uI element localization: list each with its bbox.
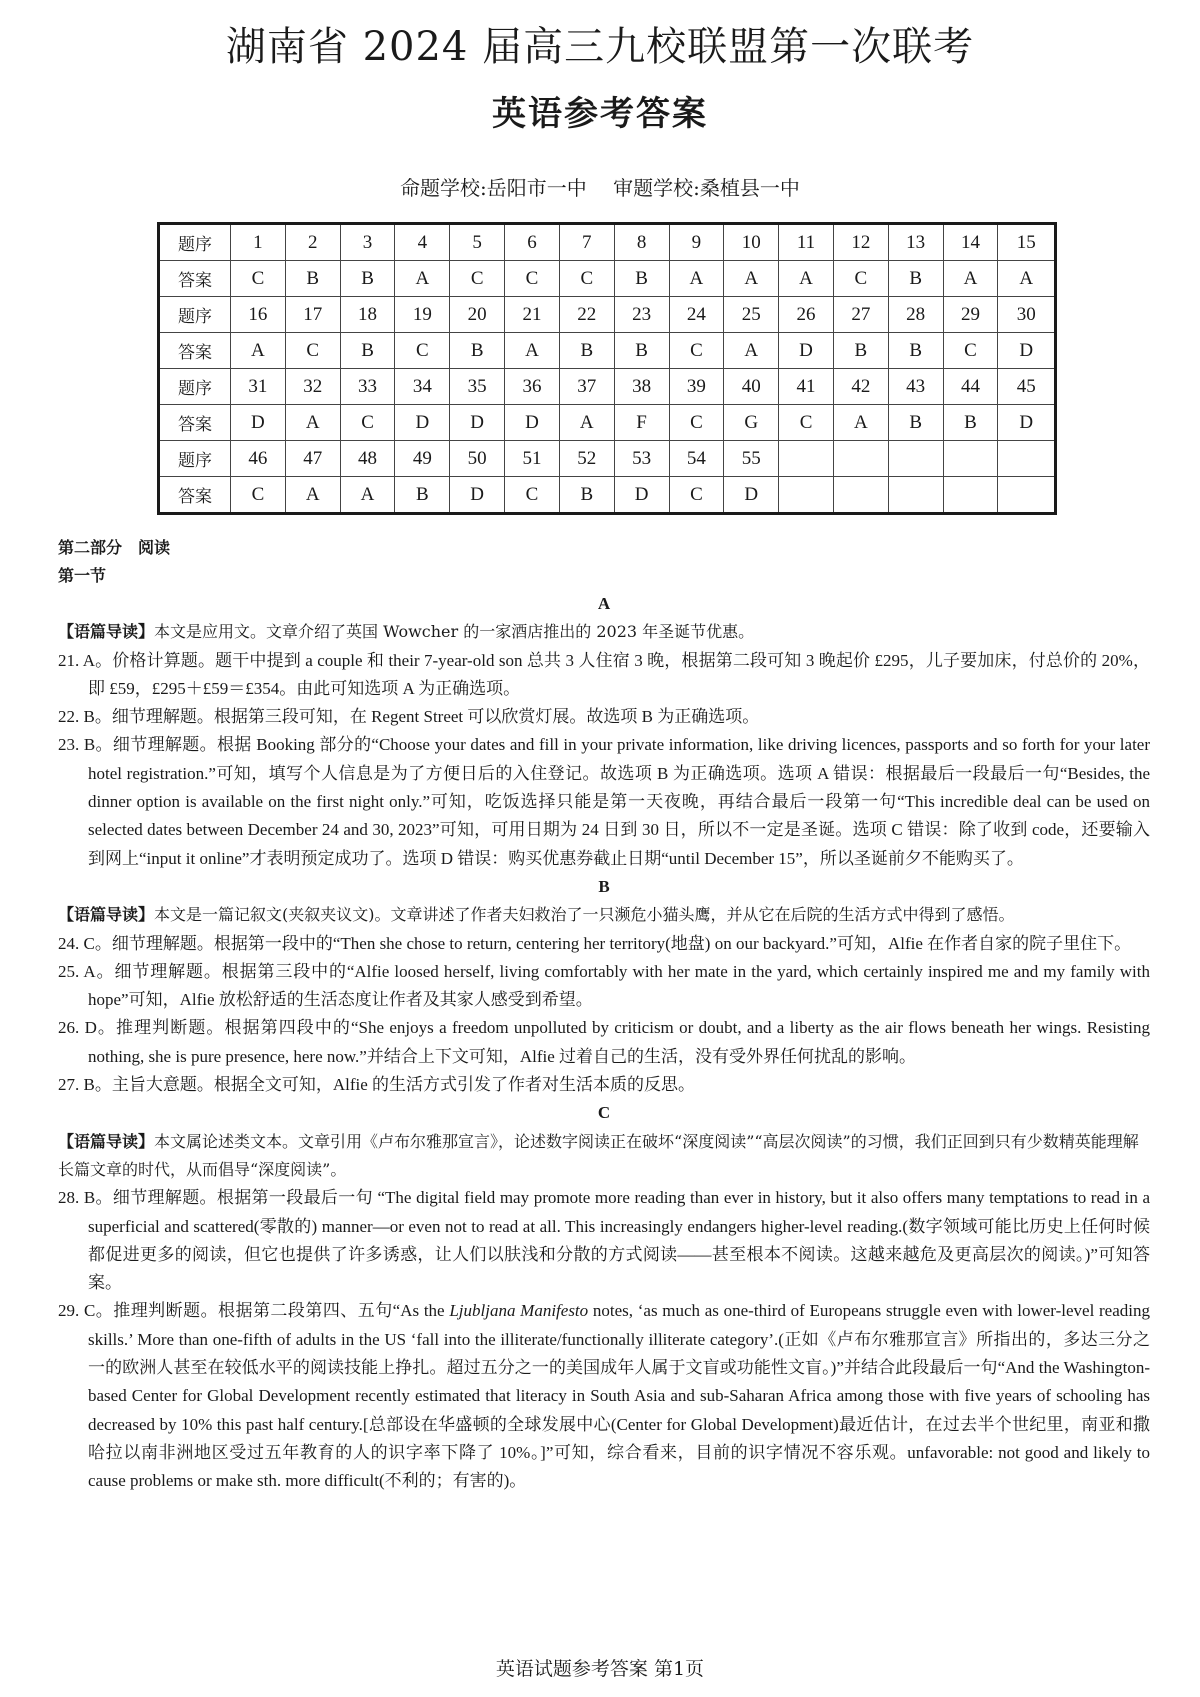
passage-b-letter: B — [598, 876, 610, 896]
question-number-cell — [833, 441, 888, 477]
answer-cell: C — [669, 405, 724, 441]
answer-row — [159, 333, 1056, 369]
question-number-cell: 3 — [340, 224, 395, 261]
answer-cell — [779, 477, 834, 514]
answer-cell: C — [395, 333, 450, 369]
answer-explanation: 22. B。细节理解题。根据第三段可知，在 Regent Street 可以欣赏灯展。故选项 B 为正确选项。 — [58, 707, 760, 727]
answer-cell: C — [833, 261, 888, 297]
setter-school: 命题学校:岳阳市一中 — [400, 176, 587, 200]
answer-row — [159, 405, 1056, 441]
answer-cell: A — [998, 261, 1056, 297]
answer-row — [159, 477, 1056, 514]
answer-cell: A — [833, 405, 888, 441]
answer-cell: G — [724, 405, 779, 441]
answer-cell — [888, 477, 943, 514]
question-number-cell: 1 — [231, 224, 286, 261]
answer-cell: B — [833, 333, 888, 369]
question-number-cell: 28 — [888, 297, 943, 333]
answer-cell: A — [779, 261, 834, 297]
page-footer: 英语试题参考答案 第1页 — [495, 1658, 705, 1680]
answer-cell: B — [559, 477, 614, 514]
question-number-cell: 4 — [395, 224, 450, 261]
answer-cell: B — [340, 261, 395, 297]
answer-cell: B — [395, 477, 450, 514]
row-label: 题序 — [159, 297, 231, 333]
answer-cell: A — [724, 333, 779, 369]
answer-cell: D — [614, 477, 669, 514]
row-label: 答案 — [159, 333, 231, 369]
question-number-cell: 14 — [943, 224, 998, 261]
answer-cell: A — [231, 333, 286, 369]
question-number-cell: 27 — [833, 297, 888, 333]
answer-cell: C — [340, 405, 395, 441]
answer-cell: D — [450, 477, 505, 514]
question-number-cell: 21 — [505, 297, 560, 333]
answer-explanation: 23. B。细节理解题。根据 Booking 部分的“Choose your dates and fill in your private information, like driving licences, passports and so forth for your later hotel registration.”可知，填写个人信息是为了方便日后的入住登记。故选项 B 为正确选项。选项 A 错误：根据最后一段最后一句“Besides, the dinner option is available on the first night only.”可知，吃饭选择只能是第一天夜晚，再结合最后一段第一句“This incredible deal can be used on selected dates between December 24 and 30, 2023”可知，可用日期为 24 日到 30 日，所以不一定是圣诞。选项 C 错误：除了收到 code，还要输入到网上“input it online”才表明预定成功了。选项 D 错误：购买优惠券截止日期“until December 15”，所以圣诞前夕不能购买了。 — [58, 735, 1150, 868]
answer-cell: B — [614, 261, 669, 297]
answer-cell: C — [231, 477, 286, 514]
answer-cell: D — [779, 333, 834, 369]
answer-cell: D — [450, 405, 505, 441]
answer-cell: A — [395, 261, 450, 297]
question-number-cell: 52 — [559, 441, 614, 477]
question-number-cell: 22 — [559, 297, 614, 333]
passage-a-letter: A — [597, 594, 611, 613]
question-number-cell: 13 — [888, 224, 943, 261]
answer-cell: B — [285, 261, 340, 297]
question-number-cell: 31 — [231, 369, 286, 405]
question-number-cell: 30 — [998, 297, 1056, 333]
guide-text: 本文属论述类文本。文章引用《卢布尔雅那宣言》，论述数字阅读正在破坏“深度阅读”“高层次阅读”的习惯，我们正回到只有少数精英能理解长篇文章的时代，从而倡导“深度阅读”。 — [58, 1131, 1139, 1179]
text-span: notes, ‘as much as one-third of Europeans struggle even with lower-level reading skills.’ More than one-fifth of adults in the US ‘fall into the illiterate/functionally illiterate category’.(正如《卢布尔雅那宣言》所指出的，多达三分之一的欧洲人甚至在较低水平的阅读技能上挣扎。超过五分之一的美国成年人属于文盲或功能性文盲。)”并结合此段最后一句“And the Washington-based Center for Global Development recently estimated that literacy in South Asia and sub-Saharan Africa among those with five years of schooling has decreased by 10% this past half century.[总部设在华盛顿的全球发展中心(Center for Global Development)最近估计，在过去半个世纪里，南亚和撒哈拉以南非洲地区受过五年教育的人的识字率下降了 10%。]”可知，综合看来，目前的识字情况不容乐观。unfavorable: not good and likely to cause problems or make sth. more difficult(不利的；有害的)。 — [88, 1301, 1150, 1491]
question-number-cell: 15 — [998, 224, 1056, 261]
passage-a-guide — [58, 618, 1150, 646]
answer-explanation: 24. C。细节理解题。根据第一段中的“Then she chose to return, centering her territory(地盘) on our backyard.”可知，Alfie 在作者自家的院子里住下。 — [58, 933, 1132, 953]
question-number-cell: 32 — [285, 369, 340, 405]
question-number-cell: 2 — [285, 224, 340, 261]
answer-explanation: 26. D。推理判断题。根据第四段中的“She enjoys a freedom unpolluted by criticism or doubt, and a liberty as the air flows beneath her wings. Resisting nothing, she is pure presence, here now.”并结合上下文可知，Alfie 过着自己的生活，没有受外界任何扰乱的影响。 — [58, 1018, 1150, 1066]
answer-explanation: 28. B。细节理解题。根据第一段最后一句 “The digital field may promote more reading than ever in history, but it also offers many temptations to read in a superficial and scattered(零散的) manner—or even not to read at all. This increasingly endangers higher-level reading.(数字领域可能比历史上任何时候都促进更多的阅读，但它也提供了许多诱惑，让人们以肤浅和分散的方式阅读——甚至根本不阅读。这越来越危及更高层次的阅读。)”可知答案。 — [58, 1188, 1150, 1293]
question-number-cell: 9 — [669, 224, 724, 261]
row-label: 题序 — [159, 224, 231, 261]
question-number-cell: 42 — [833, 369, 888, 405]
question-number-cell — [943, 441, 998, 477]
guide-label: 【语篇导读】 — [58, 905, 155, 925]
question-number-cell: 5 — [450, 224, 505, 261]
answer-cell: F — [614, 405, 669, 441]
answer-cell: D — [231, 405, 286, 441]
question-number-cell: 38 — [614, 369, 669, 405]
question-number-cell: 47 — [285, 441, 340, 477]
answer-cell — [998, 477, 1056, 514]
question-number-cell: 51 — [505, 441, 560, 477]
question-number-cell: 50 — [450, 441, 505, 477]
question-number-cell: 11 — [779, 224, 834, 261]
question-number-row — [159, 441, 1056, 477]
question-number-cell: 46 — [231, 441, 286, 477]
question-number-cell: 16 — [231, 297, 286, 333]
question-number-cell: 49 — [395, 441, 450, 477]
answer-cell: B — [450, 333, 505, 369]
passage-c-letter: C — [597, 1103, 611, 1123]
answer-cell: A — [724, 261, 779, 297]
question-number-cell: 24 — [669, 297, 724, 333]
guide-label: 【语篇导读】 — [58, 1131, 155, 1151]
answer-cell: B — [614, 333, 669, 369]
question-number-cell: 23 — [614, 297, 669, 333]
row-label: 答案 — [159, 477, 231, 514]
answer-cell: B — [559, 333, 614, 369]
question-number-cell: 40 — [724, 369, 779, 405]
question-number-cell: 7 — [559, 224, 614, 261]
question-number-cell: 20 — [450, 297, 505, 333]
answer-cell: C — [285, 333, 340, 369]
question-number-cell — [779, 441, 834, 477]
document-subtitle: 英语参考答案 — [492, 94, 708, 134]
question-number-row — [159, 369, 1056, 405]
answer-cell — [943, 477, 998, 514]
answer-cell: C — [669, 333, 724, 369]
text-span: 29. C。推理判断题。根据第二段第四、五句“As the — [58, 1301, 450, 1321]
answer-cell: C — [505, 477, 560, 514]
question-number-cell: 41 — [779, 369, 834, 405]
answer-cell: D — [998, 405, 1056, 441]
answer-cell: C — [231, 261, 286, 297]
question-number-cell: 48 — [340, 441, 395, 477]
question-number-cell: 6 — [505, 224, 560, 261]
question-number-cell: 19 — [395, 297, 450, 333]
answer-explanation — [58, 1297, 1150, 1495]
guide-label: 【语篇导读】 — [58, 622, 155, 642]
answer-cell: A — [340, 477, 395, 514]
answer-cell: D — [724, 477, 779, 514]
answer-cell: A — [285, 477, 340, 514]
part-heading: 第二部分 阅读 — [58, 538, 171, 557]
school-info — [0, 174, 1200, 202]
answer-cell: D — [505, 405, 560, 441]
question-number-cell: 25 — [724, 297, 779, 333]
question-number-cell: 36 — [505, 369, 560, 405]
answer-cell: A — [943, 261, 998, 297]
answer-explanation: 25. A。细节理解题。根据第三段中的“Alfie loosed herself, living comfortably with her mate in the yard, which certainly inspired me and my family with hope”可知，Alfie 放松舒适的生活态度让作者及其家人感受到希望。 — [58, 961, 1150, 1010]
row-label: 答案 — [159, 261, 231, 297]
question-number-cell: 17 — [285, 297, 340, 333]
answer-cell: C — [779, 405, 834, 441]
question-number-cell: 53 — [614, 441, 669, 477]
question-number-cell: 10 — [724, 224, 779, 261]
answer-cell: A — [669, 261, 724, 297]
row-label: 题序 — [159, 369, 231, 405]
guide-text: 本文是一篇记叙文(夹叙夹议文)。文章讲述了作者夫妇救治了一只濒危小猫头鹰，并从它在后院的生活方式中得到了感悟。 — [154, 905, 1015, 925]
answer-cell: B — [340, 333, 395, 369]
answer-cell: D — [998, 333, 1056, 369]
question-number-cell: 33 — [340, 369, 395, 405]
answer-cell: B — [888, 333, 943, 369]
passage-b-guide — [58, 901, 1150, 929]
answer-cell: A — [559, 405, 614, 441]
question-number-cell: 12 — [833, 224, 888, 261]
explanations — [58, 534, 1150, 1496]
row-label: 题序 — [159, 441, 231, 477]
question-number-row — [159, 297, 1056, 333]
answer-cell: C — [450, 261, 505, 297]
question-number-cell: 55 — [724, 441, 779, 477]
question-number-cell: 18 — [340, 297, 395, 333]
question-number-cell: 8 — [614, 224, 669, 261]
question-number-cell: 26 — [779, 297, 834, 333]
answer-cell: B — [888, 405, 943, 441]
answer-cell: B — [943, 405, 998, 441]
question-number-cell — [888, 441, 943, 477]
question-number-row — [159, 224, 1056, 261]
answer-cell: C — [559, 261, 614, 297]
answer-cell: C — [943, 333, 998, 369]
question-number-cell: 39 — [669, 369, 724, 405]
answer-cell: A — [505, 333, 560, 369]
answer-cell: D — [395, 405, 450, 441]
answer-cell — [833, 477, 888, 514]
section-heading: 第一节 — [58, 566, 107, 585]
reviewer-school: 审题学校:桑植县一中 — [613, 176, 800, 200]
passage-c-guide — [58, 1128, 1150, 1185]
question-number-cell — [998, 441, 1056, 477]
answer-table — [157, 222, 1057, 515]
answer-explanation: 21. A。价格计算题。题干中提到 a couple 和 their 7-year-old son 总共 3 人住宿 3 晚，根据第二段可知 3 晚起价 £295，儿子要加床，付总价的 20%，即 £59，£295＋£59＝£354。由此可知选项 A 为正确选项。 — [58, 650, 1150, 698]
answer-cell: B — [888, 261, 943, 297]
question-number-cell: 35 — [450, 369, 505, 405]
question-number-cell: 54 — [669, 441, 724, 477]
row-label: 答案 — [159, 405, 231, 441]
question-number-cell: 34 — [395, 369, 450, 405]
exam-title: 湖南省 2024 届高三九校联盟第一次联考 — [225, 24, 975, 70]
italic-title: Ljubljana Manifesto — [449, 1301, 589, 1321]
question-number-cell: 45 — [998, 369, 1056, 405]
answer-explanation: 27. B。主旨大意题。根据全文可知，Alfie 的生活方式引发了作者对生活本质的反思。 — [58, 1075, 696, 1095]
answer-cell: C — [505, 261, 560, 297]
answer-cell: A — [285, 405, 340, 441]
question-number-cell: 29 — [943, 297, 998, 333]
answer-row — [159, 261, 1056, 297]
question-number-cell: 37 — [559, 369, 614, 405]
answer-cell: C — [669, 477, 724, 514]
question-number-cell: 44 — [943, 369, 998, 405]
question-number-cell: 43 — [888, 369, 943, 405]
guide-text: 本文是应用文。文章介绍了英国 Wowcher 的一家酒店推出的 2023 年圣诞节优惠。 — [154, 622, 755, 642]
